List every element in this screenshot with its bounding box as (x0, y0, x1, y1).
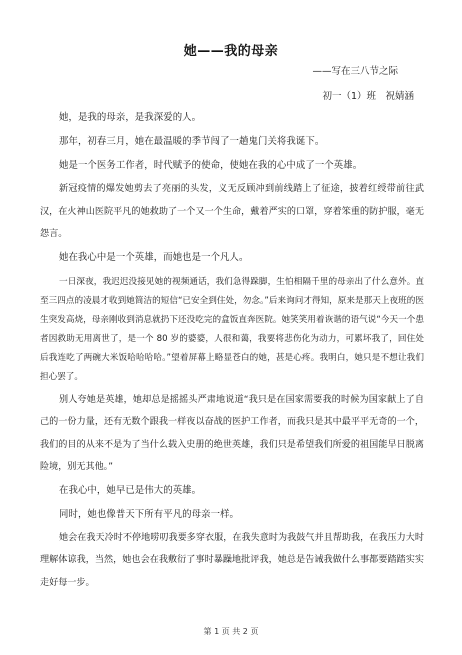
page-footer: 第 1 页 共 2 页 (203, 627, 259, 636)
paragraph-9: 同时，她也像普天下所有平凡的母亲一样。 (59, 508, 240, 520)
paragraph-8: 在我心中，她早已是伟大的英雄。 (59, 484, 202, 496)
document-subtitle: ——写在三八节之际 (312, 66, 398, 77)
paragraph-3: 她是一个医务工作者，时代赋予的使命，使她在我的心中成了一个英雄。 (59, 160, 363, 171)
paragraph-6: 一日深夜，我迟迟没接见她的视频通话，我们急得跺脚，生怕相隔千里的母亲出了什么意外。直至三四点的凌晨才收到她简洁的短信“已安全到住处，勿念。”后来询问才得知，原来是那天上夜班的医生突发高烧，母亲刚收到消息就扔下还没吃完的盒饭直奔医院。她笑笑用着诙谐的语气说“今天一个患者因救助无用离世了，是一个 80 岁的婆婆，人很和蔼，我要将悲伤化为动力，可累坏我了，回住处后我连吃了两碗大米饭哈哈哈哈。”望着屏幕上略显苍白的她，甚是心疼。我明白，她只是不想让我们担心罢了。 (40, 276, 424, 382)
document-title: 她——我的母亲 (183, 44, 279, 59)
paragraph-5: 她在我心中是一个英雄，而她也是一个凡人。 (59, 251, 249, 263)
paragraph-4: 新冠疫情的爆发她剪去了亮丽的头发，义无反顾冲到前线踏上了征途，披着红绶带前往武汉，在火神山医院平凡的她救助了一个又一个生命，戴着严实的口罩，穿着笨重的防护服，毫无怨言。 (40, 184, 424, 239)
document-body (40, 106, 424, 594)
paragraph-10: 她会在我天冷时不停地唠叨我要多穿衣服，在我失意时为我鼓气并且帮助我，在我压力大时理解体谅我，当然，她也会在我敷衍了事时暴躁地批评我，她总是告诫我做什么事都要踏踏实实走好每一步。 (40, 532, 424, 588)
paragraph-2: 那年，初春三月，她在最温暖的季节闯了一趟鬼门关将我诞下。 (59, 136, 325, 147)
author-line: 初一（1）班 祝婧涵 (322, 91, 414, 102)
paragraph-7: 别人夸她是英雄，她却总是摇摇头严肃地说道“我只是在国家需要我的时候为国家献上了自己的一份力量，还有无数个跟我一样夜以奋战的医护工作者，而我只是其中最平平无奇的一个，我们的目的从来不是为了当什么载入史册的绝世英雄，我们只是希望我们所爱的祖国能早日脱离险境，别无其他。” (40, 394, 424, 472)
paragraph-1: 她，是我的母亲，是我深爱的人。 (59, 112, 202, 123)
